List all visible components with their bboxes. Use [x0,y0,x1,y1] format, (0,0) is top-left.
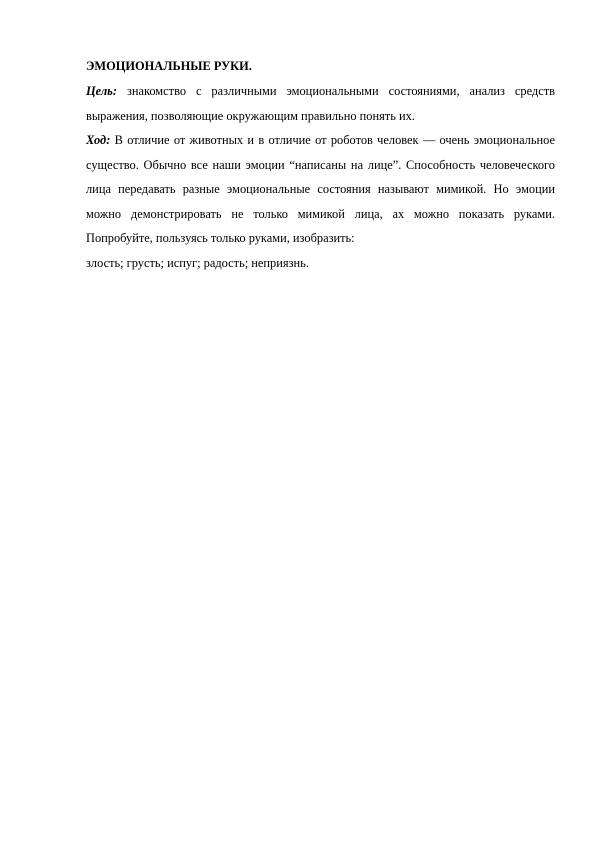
procedure-paragraph [86,128,555,251]
document-page [86,57,555,275]
procedure-text: В отличие от животных и в отличие от роботов человек — очень эмоциональное существо. Обычно все наши эмоции “написаны на лице”. Способность человеческого лица передавать разные эмоциональные состояния называют мимикой. Но эмоции можно демонстрировать не только мимикой лица, ах можно показать руками. Попробуйте, пользуясь только руками, изобразить: [86,133,555,245]
goal-text: знакомство с различными эмоциональными состояниями, анализ средств выражения, позволяющие окружающим правильно понять их. [86,84,555,123]
procedure-label: Ход: [86,133,111,147]
goal-paragraph [86,79,555,128]
document-title: ЭМОЦИОНАЛЬНЫЕ РУКИ. [86,59,252,73]
emotions-list: злость; грусть; испуг; радость; неприязнь. [86,255,309,270]
goal-label: Цель: [86,84,117,98]
